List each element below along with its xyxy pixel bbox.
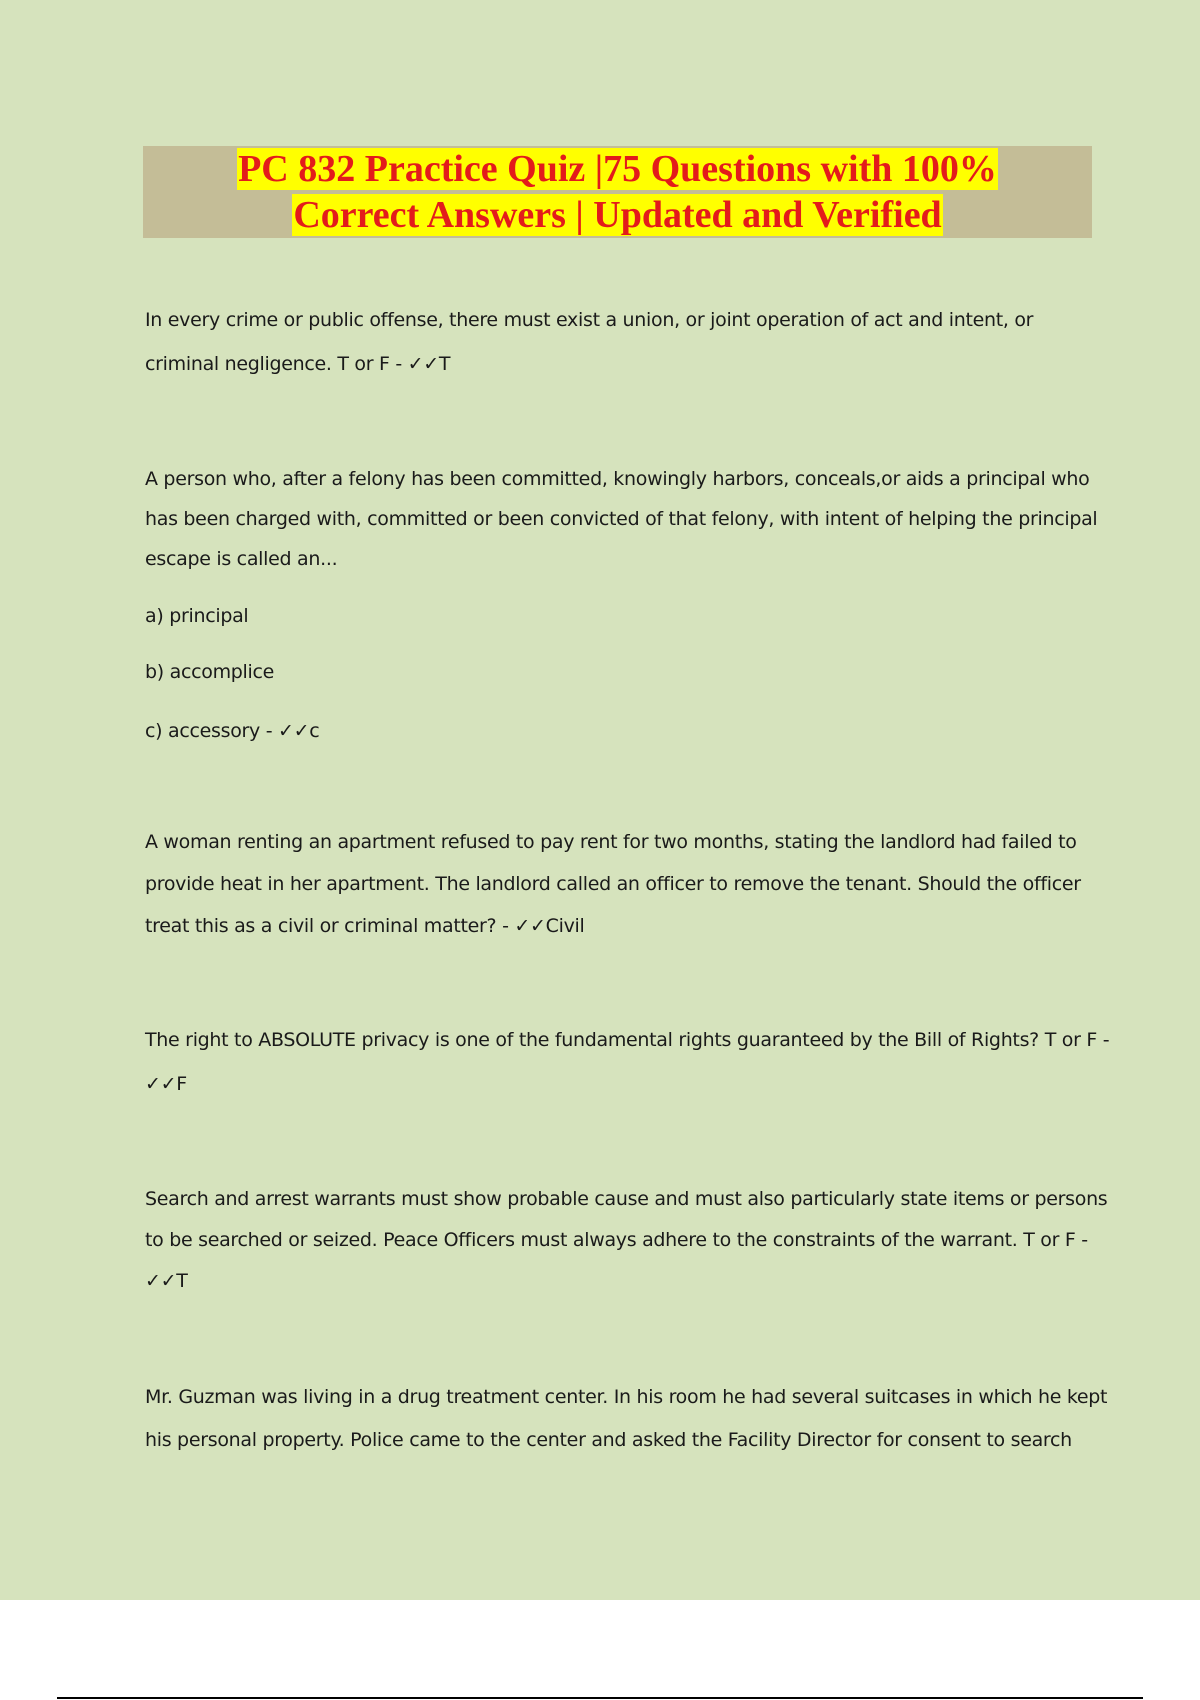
question-2-option-c: c) accessory - ✓✓c xyxy=(145,720,320,742)
title-line-2: Correct Answers | Updated and Verified xyxy=(293,194,942,236)
question-6-line-2: his personal property. Police came to the center and asked the Facility Director for consent to search xyxy=(145,1429,1072,1451)
question-3-line-2: provide heat in her apartment. The landlord called an officer to remove the tenant. Should the officer xyxy=(145,873,1081,895)
question-4-line-2: ✓✓F xyxy=(145,1073,187,1095)
question-1 xyxy=(145,298,1090,386)
question-2-line-2: has been charged with, committed or been convicted of that felony, with intent of helping the principal xyxy=(145,508,1098,530)
question-4 xyxy=(145,1018,1110,1106)
question-4-line-1: The right to ABSOLUTE privacy is one of the fundamental rights guaranteed by the Bill of Rights? T or F - xyxy=(145,1029,1110,1051)
question-2-option-a: a) principal xyxy=(145,605,249,627)
question-5-line-1: Search and arrest warrants must show probable cause and must also particularly state items or persons xyxy=(145,1188,1108,1210)
question-5-line-2: to be searched or seized. Peace Officers must always adhere to the constraints of the warrant. T or F - xyxy=(145,1229,1088,1251)
question-6-line-1: Mr. Guzman was living in a drug treatment center. In his room he had several suitcases in which he kept xyxy=(145,1386,1108,1408)
footer-divider xyxy=(57,1697,1143,1699)
question-2-option-b: b) accomplice xyxy=(145,661,275,683)
question-2-line-1: A person who, after a felony has been committed, knowingly harbors, conceals,or aids a principal who xyxy=(145,468,1090,490)
question-6 xyxy=(145,1376,1108,1462)
question-2 xyxy=(145,459,1098,579)
question-3-line-3: treat this as a civil or criminal matter? - ✓✓Civil xyxy=(145,915,585,937)
question-5-line-3: ✓✓T xyxy=(145,1270,188,1292)
question-3-line-1: A woman renting an apartment refused to pay rent for two months, stating the landlord had failed to xyxy=(145,831,1077,853)
question-2-line-3: escape is called an... xyxy=(145,548,338,570)
question-5 xyxy=(145,1179,1108,1302)
document-title xyxy=(183,146,1053,238)
title-line-1: PC 832 Practice Quiz |75 Questions with 100% xyxy=(238,148,997,190)
title-banner xyxy=(143,146,1092,238)
question-1-line-2: criminal negligence. T or F - ✓✓T xyxy=(145,353,451,375)
question-3 xyxy=(145,821,1090,947)
question-1-line-1: In every crime or public offense, there must exist a union, or joint operation of act and intent, or xyxy=(145,309,1034,331)
